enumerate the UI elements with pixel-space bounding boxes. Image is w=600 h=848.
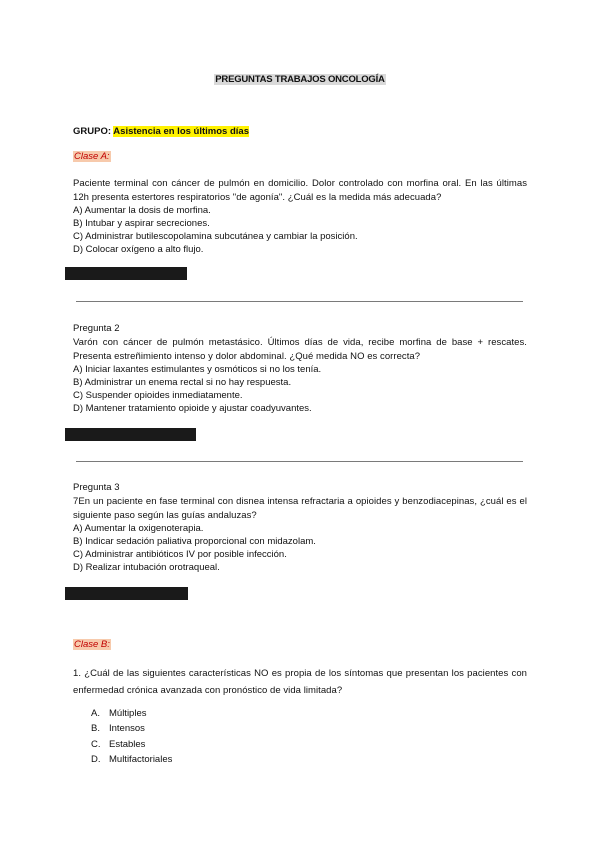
redaction-bar bbox=[65, 267, 187, 280]
option-text: Múltiples bbox=[109, 708, 147, 719]
option-letter: B. bbox=[91, 723, 100, 734]
clase-b-q1-stem: 1. ¿Cuál de las siguientes características NO es propia de los síntomas que presentan los pacientes con enfermedad crónica avanzada con pronóstico de vida limitada? bbox=[73, 668, 527, 696]
clase-a-q3-option-c: C) Administrar antibióticos IV por posible infección. bbox=[73, 549, 287, 560]
question-3-heading: Pregunta 3 bbox=[73, 482, 120, 493]
clase-a-q2-option-c: C) Suspender opioides inmediatamente. bbox=[73, 390, 243, 401]
clase-a-q1-option-b: B) Intubar y aspirar secreciones. bbox=[73, 218, 210, 229]
clase-a-q2-stem: Varón con cáncer de pulmón metastásico. Últimos días de vida, recibe morfina de base + rescates. Presenta estreñimiento intenso y dolor abdominal. ¿Qué medida NO es correcta? bbox=[73, 337, 527, 362]
clase-a-q1-option-a: A) Aumentar la dosis de morfina. bbox=[73, 205, 211, 216]
clase-a-q2-option-a: A) Iniciar laxantes estimulantes y osmóticos si no los tenía. bbox=[73, 364, 322, 375]
option-text: Estables bbox=[109, 739, 146, 750]
clase-a-q3-option-b: B) Indicar sedación paliativa proporcional con midazolam. bbox=[73, 536, 316, 547]
separator-line bbox=[76, 301, 523, 302]
group-value: Asistencia en los últimos días bbox=[113, 126, 249, 137]
clase-a-q3-option-d: D) Realizar intubación orotraqueal. bbox=[73, 562, 220, 573]
option-text: Multifactoriales bbox=[109, 754, 173, 765]
clase-a-q2-option-d: D) Mantener tratamiento opioide y ajustar coadyuvantes. bbox=[73, 403, 312, 414]
clase-b-label: Clase B: bbox=[74, 639, 110, 650]
clase-a-q1-option-d: D) Colocar oxígeno a alto flujo. bbox=[73, 244, 204, 255]
clase-a-q1-stem: Paciente terminal con cáncer de pulmón en domicilio. Dolor controlado con morfina oral. En las últimas 12h presenta estertores respiratorios "de agonía". ¿Cuál es la medida más adecuada? bbox=[73, 178, 527, 203]
option-letter: A. bbox=[91, 708, 100, 719]
clase-b-q1-option-a bbox=[91, 707, 291, 720]
option-letter: C. bbox=[91, 739, 101, 750]
clase-a-q1-option-c: C) Administrar butilescopolamina subcutánea y cambiar la posición. bbox=[73, 231, 358, 242]
option-text: Intensos bbox=[109, 723, 145, 734]
redaction-bar bbox=[65, 428, 196, 441]
clase-b-q1-option-b bbox=[91, 722, 291, 735]
option-letter: D. bbox=[91, 754, 101, 765]
clase-a-label: Clase A: bbox=[74, 151, 110, 162]
clase-a-q2-option-b: B) Administrar un enema rectal si no hay respuesta. bbox=[73, 377, 292, 388]
redaction-bar bbox=[65, 587, 188, 600]
clase-b-q1-option-d bbox=[91, 753, 291, 766]
group-line bbox=[73, 126, 249, 137]
group-label: GRUPO: bbox=[73, 126, 111, 137]
separator-line bbox=[76, 461, 523, 462]
clase-a-q3-stem: 7En un paciente en fase terminal con disnea intensa refractaria a opioides y benzodiacepinas, ¿cuál es el siguiente paso según las guías andaluzas? bbox=[73, 496, 527, 521]
question-2-heading: Pregunta 2 bbox=[73, 323, 120, 334]
clase-a-q3-option-a: A) Aumentar la oxigenoterapia. bbox=[73, 523, 204, 534]
document-title: PREGUNTAS TRABAJOS ONCOLOGÍA bbox=[215, 74, 385, 85]
clase-b-q1-option-c bbox=[91, 738, 291, 751]
